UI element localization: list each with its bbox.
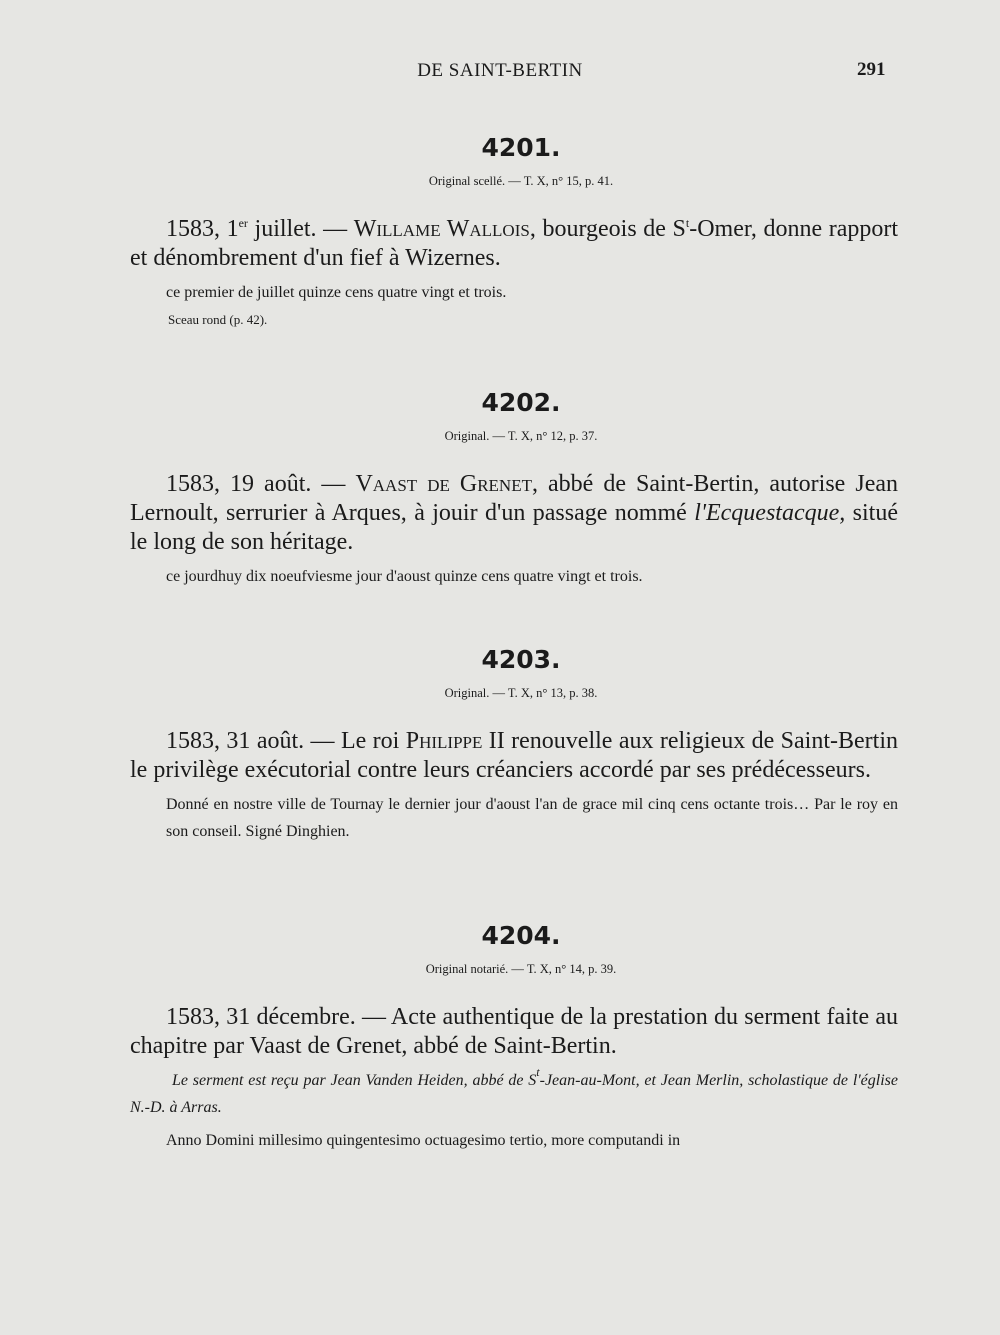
entry-4203 (130, 645, 898, 845)
entry-number: 4203. (481, 645, 561, 674)
page-number: 291 (857, 59, 886, 80)
entry-quote: Anno Domini millesimo quingentesimo octuagesimo tertio, more computandi in (166, 1132, 681, 1149)
entry-4204 (130, 921, 898, 1154)
entry-4201 (130, 133, 898, 328)
entry-summary: 1583, 31 août. — Le roi Philippe II renouvelle aux religieux de Saint-Bertin le privilège exécutorial contre leurs créanciers accordé par ses prédécesseurs. (130, 728, 898, 783)
entry-quote: Donné en nostre ville de Tournay le dernier jour d'aoust l'an de grace mil cinq cens octante trois… Par le roy en son conseil. Signé Dinghien. (166, 796, 898, 840)
entry-summary: 1583, 1er juillet. — Willame Wallois, bourgeois de $S^t$-Omer, donne rapport et dénombrement d'un fief à Wizernes. (130, 216, 899, 271)
entry-number: 4201. (481, 133, 561, 162)
entry-text: 1583, 31 décembre. — Acte authentique de la prestation du serment faite au chapitre par Vaast de Grenet, abbé de Saint-Bertin. (130, 1004, 898, 1059)
person-name: Willame Wallois (353, 216, 530, 242)
entry-date: 1583, 1er juillet. — (166, 216, 354, 242)
entry-number: 4202. (481, 388, 561, 417)
entry-summary: 1583, 19 août. — Vaast de Grenet, abbé de Saint-Bertin, autorise Jean Lernoult, serrurier à Arques, à jouir d'un passage nommé l'Ecquestacque, situé le long de son héritage. (130, 471, 899, 555)
entry-source: Original. — T. X, n° 12, p. 37. (444, 429, 598, 443)
seal-note: Sceau rond (p. 42). (168, 312, 268, 327)
person-name: Philippe (405, 728, 483, 754)
entry-note: Le serment est reçu par Jean Vanden Heiden, abbé de $S^t-Jean-au$-Mont, et Jean Merlin, scholastique de l'église N.-D. à Arras. (130, 1065, 899, 1116)
entry-4202 (130, 388, 898, 590)
entry-quote: ce jourdhuy dix noeufviesme jour d'aoust quinze cens quatre vingt et trois. (166, 568, 643, 585)
entry-number: 4204. (481, 921, 561, 950)
running-title: DE SAINT-BERTIN (417, 60, 583, 81)
place-name: l'Ecquestacque, (694, 500, 846, 526)
entry-date: 1583, 31 août. — Le roi (166, 728, 406, 754)
entry-source: Original notarié. — T. X, n° 14, p. 39. (425, 962, 617, 976)
entry-source: Original scellé. — T. X, n° 15, p. 41. (428, 174, 614, 188)
person-name: Vaast de Grenet (355, 471, 532, 497)
entry-summary (130, 1003, 898, 1061)
entry-quote: ce premier de juillet quinze cens quatre vingt et trois. (166, 284, 507, 301)
entry-date: 1583, 19 août. — (166, 471, 356, 497)
entry-source: Original. — T. X, n° 13, p. 38. (444, 686, 598, 700)
